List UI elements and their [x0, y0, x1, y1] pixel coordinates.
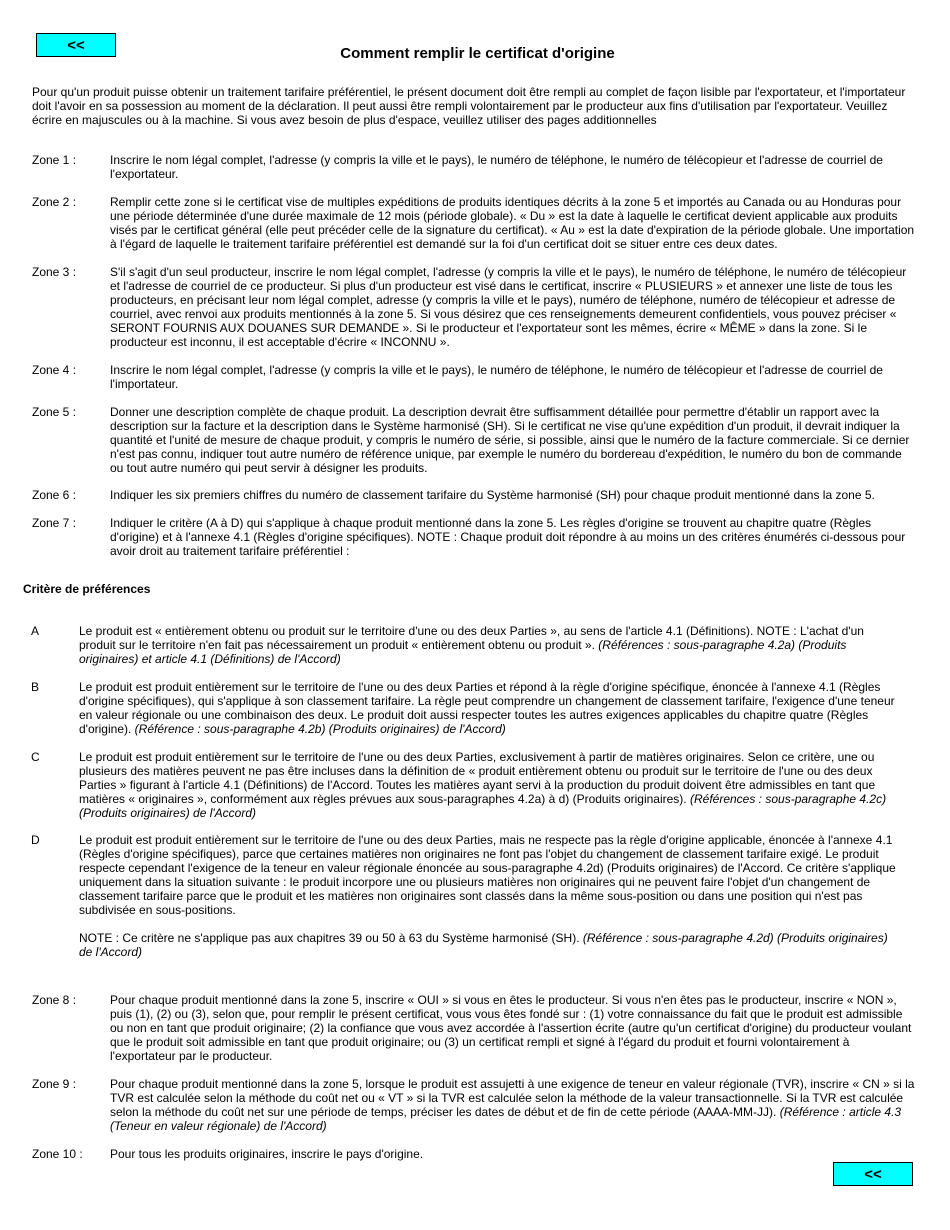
criteria-heading: Critère de préférences	[23, 582, 151, 596]
zone-text: Indiquer les six premiers chiffres du numéro de classement tarifaire du Système harmonisé (SH) pour chaque produit mentionné dans la zone 5.	[110, 488, 875, 502]
criterion-label: C	[31, 750, 40, 764]
zone-10	[32, 1147, 917, 1161]
criterion-text: Le produit est « entièrement obtenu ou produit sur le territoire d'une ou des deux Parties », au sens de l'article 4.1 (Définitions). NOTE : L'achat d'un produit sur le territoire n'en fait pas nécessairement un produit « entièrement obtenu ou produit ».	[79, 624, 864, 652]
criterion-a	[31, 624, 901, 666]
criterion-label: D	[31, 833, 40, 847]
intro-paragraph: Pour qu'un produit puisse obtenir un traitement tarifaire préférentiel, le présent document doit être rempli au complet de façon lisible par l'exportateur, et l'importateur doit l'avoir en sa possession au moment de la déclaration. Il peut aussi être rempli volontairement par le producteur aux fins d'utilisation par l'exportateur. Veuillez écrire en majuscules ou à la machine. Si vous avez besoin de plus d'espace, veuillez utiliser des pages additionnelles	[32, 85, 906, 127]
zone-label: Zone 4 :	[32, 363, 77, 377]
criterion-d	[31, 833, 901, 959]
zone-3	[32, 265, 917, 349]
zone-text: Donner une description complète de chaque produit. La description devrait être suffisamment détaillée pour permettre d'établir un rapport avec la description sur la facture et la description dans le Système harmonisé (SH). Si le certificat ne vise qu'une expédition d'un produit, il devrait indiquer la quantité et l'unité de mesure de chaque produit, y compris le numéro de série, si possible, ainsi que le numéro de la facture commerciale. Si ce dernier n'est pas connu, indiquer tout autre numéro de référence unique, par exemple le numéro du bordereau d'expédition, le numéro du bon de commande ou tout autre numéro qui peut servir à désigner les produits.	[110, 405, 910, 475]
criterion-reference: (Référence : sous-paragraphe 4.2d) (Produits originaires) de l'Accord)	[79, 931, 888, 959]
zone-text: Inscrire le nom légal complet, l'adresse (y compris la ville et le pays), le numéro de téléphone, le numéro de télécopieur et l'adresse de courriel de l'exportateur.	[110, 153, 883, 181]
criterion-reference: (Références : sous-paragraphe 4.2a) (Produits originaires) et article 4.1 (Définitions) de l'Accord)	[79, 638, 847, 666]
zone-text: Pour chaque produit mentionné dans la zone 5, lorsque le produit est assujetti à une exigence de teneur en valeur régionale (TVR), inscrire « CN » si la TVR est calculée selon la méthode du coût net ou « VT » si la TVR est calculée selon la méthode de la valeur transactionnelle. Si la TVR est calculée selon la méthode du coût net sur une période de temps, préciser les dates de début et de fin de cette période (AAAA-MM-JJ).	[110, 1077, 915, 1119]
zone-label: Zone 7 :	[32, 516, 77, 530]
criterion-reference: (Référence : sous-paragraphe 4.2b) (Produits originaires) de l'Accord)	[134, 722, 506, 736]
zone-reference: (Référence : article 4.3 (Teneur en valeur régionale) de l'Accord)	[110, 1105, 902, 1133]
zone-5	[32, 405, 917, 475]
zone-label: Zone 2 :	[32, 195, 77, 209]
criterion-text: Le produit est produit entièrement sur le territoire de l'une ou des deux Parties, mais ne respecte pas la règle d'origine applicable, énoncée à l'annexe 4.1 (Règles d'origine spécifiques), parce que certaines matières non originaires ne font pas l'objet du changement de classement tarifaire exigé. Le produit respecte cependant l'exigence de la teneur en valeur régionale énoncée au sous-paragraphe 4.2d) (Produits originaires) de l'Accord. Ce critère s'applique uniquement dans la situation suivante : le produit incorpore une ou plusieurs matières non originaires qui ne peuvent faire l'objet d'un changement de classement tarifaire parce que le produit et les matières non originaires sont classés dans la même sous-position ou dans une position qui n'est pas subdivisée en sous-positions.	[79, 833, 896, 917]
criterion-text: Le produit est produit entièrement sur le territoire de l'une ou des deux Parties, exclusivement à partir de matières originaires. Selon ce critère, une ou plusieurs des matières peuvent ne pas être incluses dans la définition de « produit entièrement obtenu ou produit sur le territoire de l'une ou des deux Parties » figurant à l'article 4.1 (Définitions) de l'Accord. Toutes les matières ayant servi à la production du produit doivent être admissibles en tant que matières « originaires », conformément aux règles prévues aux sous-paragraphes 4.2a) à d) (Produits originaires).	[79, 750, 876, 806]
zone-text: S'il s'agit d'un seul producteur, inscrire le nom légal complet, l'adresse (y compris la ville et le pays), le numéro de téléphone, le numéro de télécopieur et l'adresse de courriel de ce producteur. Si plus d'un producteur est visé dans le certificat, inscrire « PLUSIEURS » et annexer une liste de tous les producteurs, en précisant leur nom légal complet, adresse (y compris la ville et le pays), numéro de téléphone, numéro de télécopieur et adresse de courriel, avec renvoi aux produits mentionnés à la zone 5. Si vous désirez que ces renseignements demeurent confidentiels, vous pouvez préciser « SERONT FOURNIS AUX DOUANES SUR DEMANDE ». Si le producteur et l'exportateur sont les mêmes, écrire « MÊME » dans la zone. Si le producteur est inconnu, il est acceptable d'écrire « INCONNU ».	[110, 265, 907, 349]
criterion-b	[31, 680, 901, 736]
zone-8	[32, 993, 917, 1063]
zone-text: Remplir cette zone si le certificat vise de multiples expéditions de produits identiques décrits à la zone 5 et importés au Canada ou au Honduras pour une période déterminée d'une durée maximale de 12 mois (période globale). « Du » est la date à laquelle le certificat devient applicable aux produits visés par le certificat général (elle peut précéder celle de la signature du certificat). « Au » est la date d'expiration de la période globale. Une importation à l'égard de laquelle le traitement tarifaire préférentiel est demandé sur la foi d'un certificat doit se situer entre ces deux dates.	[110, 195, 915, 251]
zone-label: Zone 6 :	[32, 488, 77, 502]
back-button-bottom[interactable]: <<	[833, 1162, 913, 1186]
criterion-text: Le produit est produit entièrement sur le territoire de l'une ou des deux Parties et répond à la règle d'origine spécifique, énoncée à l'annexe 4.1 (Règles d'origine spécifiques), qui s'applique à son classement tarifaire. La règle peut comprendre un changement de classement tarifaire, l'exigence d'une teneur en valeur régionale ou une combinaison des deux. Le produit doit aussi respecter toutes les autres exigences applicables du chapitre quatre (Règles d'origine).	[79, 680, 895, 736]
zone-1	[32, 153, 917, 181]
zone-label: Zone 5 :	[32, 405, 77, 419]
zone-4	[32, 363, 917, 391]
zone-text: Pour tous les produits originaires, inscrire le pays d'origine.	[110, 1147, 424, 1161]
zone-label: Zone 3 :	[32, 265, 77, 279]
page-title: Comment remplir le certificat d'origine	[340, 45, 615, 62]
criterion-reference: (Références : sous-paragraphe 4.2c) (Produits originaires) de l'Accord)	[79, 792, 887, 820]
criterion-c	[31, 750, 901, 820]
zone-7	[32, 516, 917, 558]
zone-9	[32, 1077, 917, 1133]
criterion-note: NOTE : Ce critère ne s'applique pas aux chapitres 39 ou 50 à 63 du Système harmonisé (SH).	[79, 931, 580, 945]
zone-text: Indiquer le critère (A à D) qui s'applique à chaque produit mentionné dans la zone 5. Les règles d'origine se trouvent au chapitre quatre (Règles d'origine) et à l'annexe 4.1 (Règles d'origine spécifiques). NOTE : Chaque produit doit répondre à au moins un des critères énumérés ci-dessous pour avoir droit au traitement tarifaire préférentiel :	[110, 516, 906, 558]
zone-label: Zone 10 :	[32, 1147, 83, 1161]
zone-label: Zone 9 :	[32, 1077, 77, 1091]
criterion-label: B	[31, 680, 40, 694]
zone-label: Zone 1 :	[32, 153, 77, 167]
zone-label: Zone 8 :	[32, 993, 77, 1007]
zone-2	[32, 195, 917, 251]
back-button-top[interactable]: <<	[36, 33, 116, 57]
zone-text: Inscrire le nom légal complet, l'adresse (y compris la ville et le pays), le numéro de téléphone, le numéro de télécopieur et l'adresse de courriel de l'importateur.	[110, 363, 883, 391]
zone-text: Pour chaque produit mentionné dans la zone 5, inscrire « OUI » si vous en êtes le producteur. Si vous n'en êtes pas le producteur, inscrire « NON », puis (1), (2) ou (3), selon que, pour remplir le présent certificat, vous vous êtes fondé sur : (1) votre connaissance du fait que le produit est admissible ou non en tant que produit originaire; (2) la confiance que vous avez accordée à l'assertion écrite (autre qu'un certificat d'origine) du producteur voulant que le produit soit admissible en tant que produit originaire; ou (3) un certificat rempli et signé à l'égard du produit et fourni volontairement à l'exportateur par le producteur.	[110, 993, 912, 1063]
zone-6	[32, 488, 917, 502]
criterion-label: A	[31, 624, 40, 638]
